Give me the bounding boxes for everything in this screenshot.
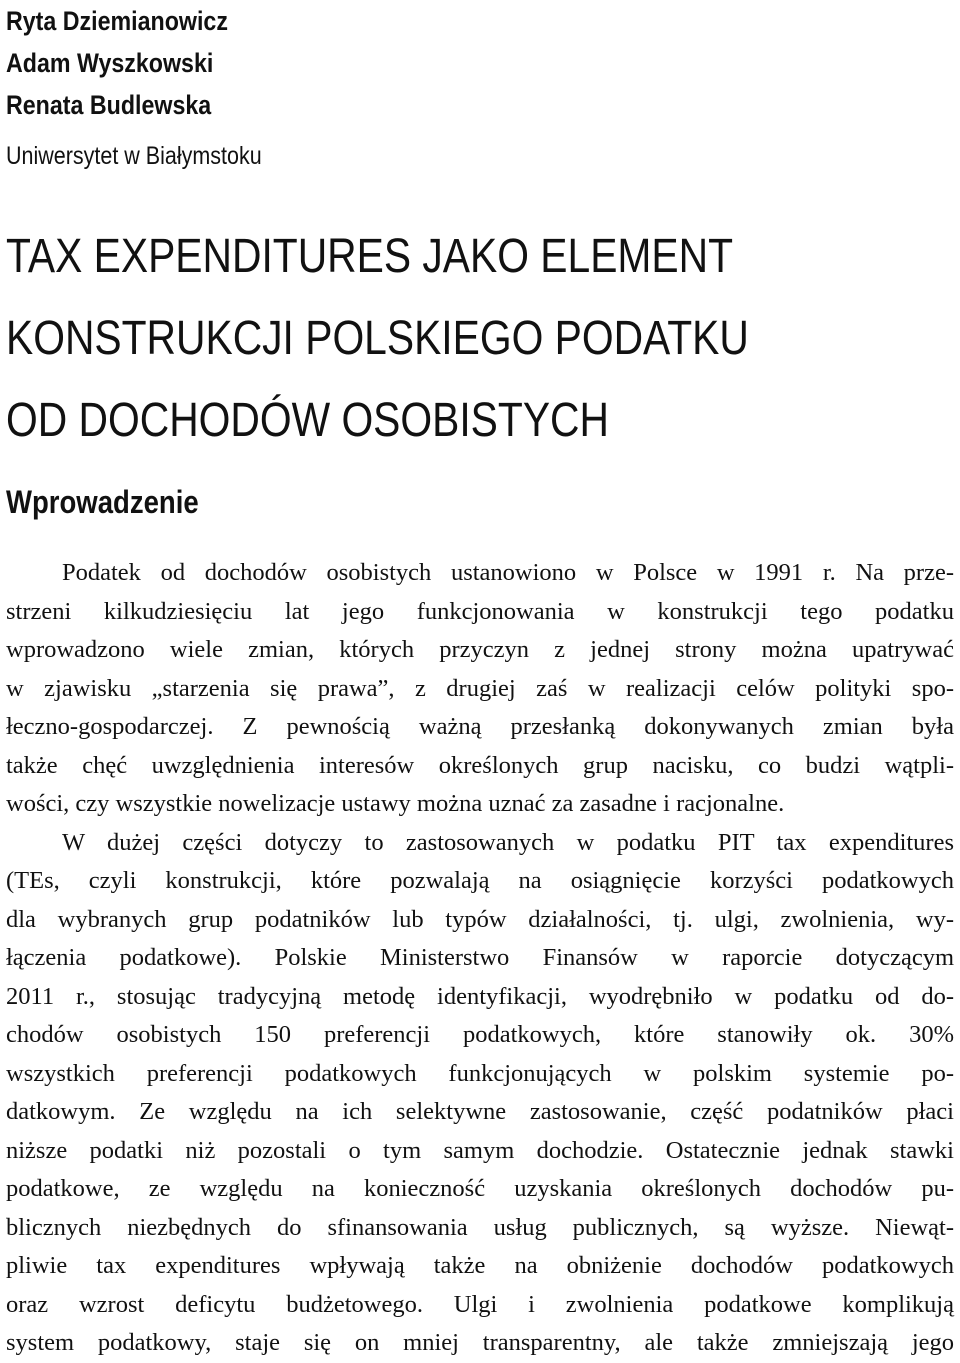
text-line: łeczno-gospodarczej. Z pewnością ważną przesłanką dokonywanych zmian była	[6, 713, 954, 740]
text-line: podatkowe, ze względu na konieczność uzyskania określonych dochodów pu-	[6, 1175, 954, 1202]
text-line: chodów osobistych 150 preferencji podatkowych, które stanowiły ok. 30%	[6, 1021, 954, 1048]
text-line: blicznych niezbędnych do sfinansowania usług publicznych, są wyższe. Niewąt-	[6, 1213, 954, 1241]
title-line: OD DOCHODÓW OSOBISTYCH	[6, 394, 609, 447]
author-list	[6, 0, 228, 126]
section-heading: Wprowadzenie	[6, 484, 199, 520]
text-line: Podatek od dochodów osobistych ustanowiono w Polsce w 1991 r. Na prze-	[62, 559, 954, 586]
title-line: KONSTRUKCJI POLSKIEGO PODATKU	[6, 312, 749, 365]
text-line: (TEs, czyli konstrukcji, które pozwalają na osiągnięcie korzyści podatkowych	[6, 867, 954, 894]
affiliation: Uniwersytet w Białymstoku	[6, 142, 262, 170]
text-line: w zjawisku „starzenia się prawa”, z drugiej zaś w realizacji celów polityki spo-	[6, 674, 954, 702]
author-name: Renata Budlewska	[6, 90, 212, 120]
paper-title	[6, 216, 749, 462]
text-line: W dużej części dotyczy to zastosowanych w podatku PIT tax expenditures	[62, 828, 954, 856]
text-line: 2011 r., stosując tradycyjną metodę identyfikacji, wyodrębniło w podatku od do-	[6, 982, 954, 1010]
text-line: niższe podatki niż pozostali o tym samym dochodzie. Ostatecznie jednak stawki	[6, 1136, 954, 1164]
text-line: także chęć uwzględnienia interesów określonych grup nacisku, co budzi wątpli-	[6, 751, 954, 779]
text-line: pliwie tax expenditures wpływają także na obniżenie dochodów podatkowych	[6, 1252, 954, 1279]
text-line: system podatkowy, staje się on mniej transparentny, ale także zmniejszają jego	[6, 1329, 954, 1356]
text-line: strzeni kilkudziesięciu lat jego funkcjonowania w konstrukcji tego podatku	[6, 597, 954, 625]
body-text	[6, 554, 954, 1363]
title-line: TAX EXPENDITURES JAKO ELEMENT	[6, 230, 733, 283]
text-line: wszystkich preferencji podatkowych funkcjonujących w polskim systemie po-	[6, 1059, 954, 1087]
text-line: wości, czy wszystkie nowelizacje ustawy można uznać za zasadne i racjonalne.	[6, 790, 785, 817]
text-line: łączenia podatkowe). Polskie Ministerstwo Finansów w raporcie dotyczącym	[6, 944, 954, 971]
text-line: wprowadzono wiele zmian, których przyczyn z jednej strony można upatrywać	[6, 636, 954, 663]
text-line: datkowym. Ze względu na ich selektywne zastosowanie, część podatników płaci	[6, 1098, 954, 1125]
author-name: Ryta Dziemianowicz	[6, 6, 228, 36]
text-line: oraz wzrost deficytu budżetowego. Ulgi i zwolnienia podatkowe komplikują	[6, 1290, 954, 1318]
text-line: dla wybranych grup podatników lub typów działalności, tj. ulgi, zwolnienia, wy-	[6, 905, 954, 933]
author-name: Adam Wyszkowski	[6, 48, 214, 78]
